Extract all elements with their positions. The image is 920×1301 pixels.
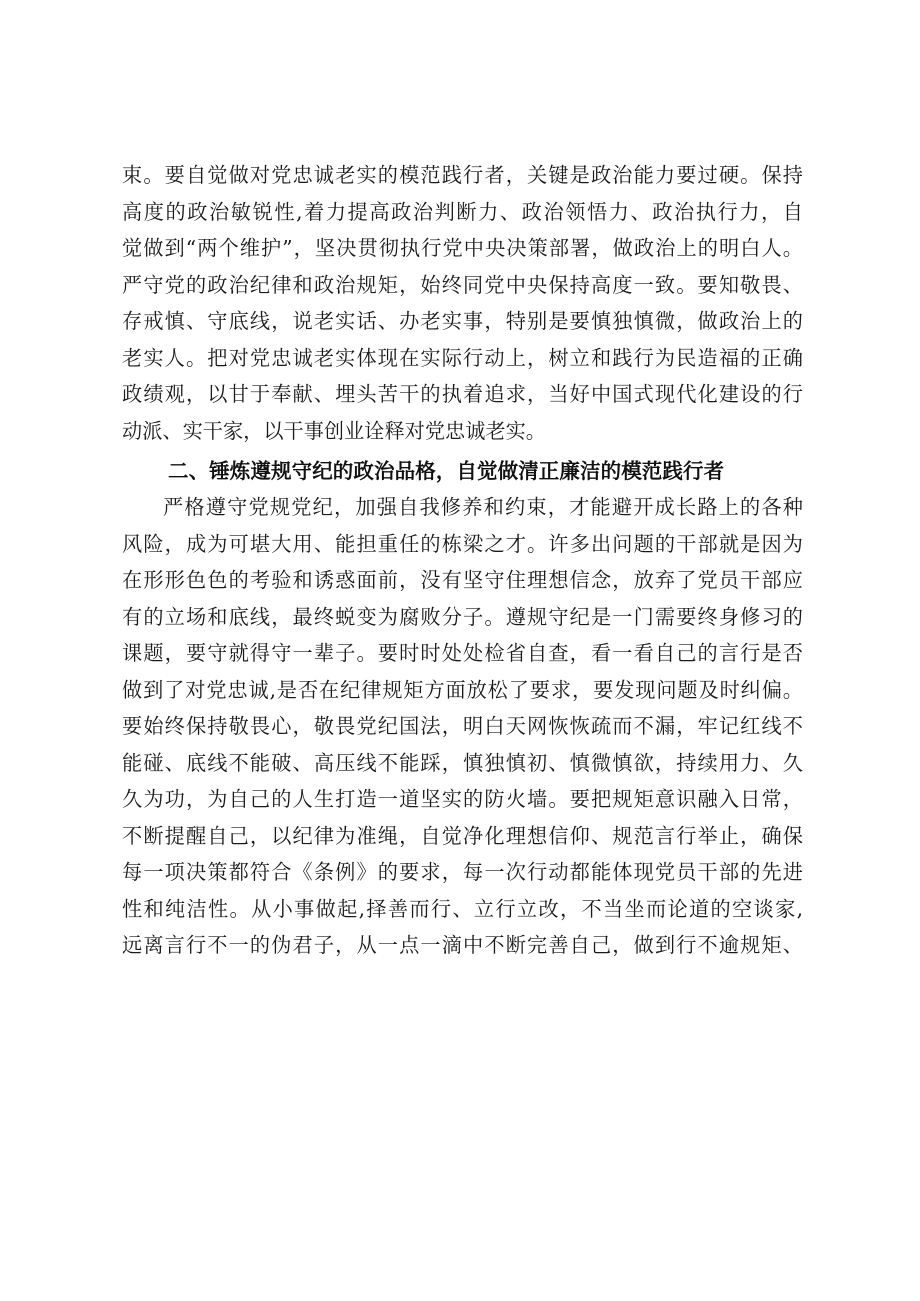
- text-line: 能碰、底线不能破、高压线不能踩，慎独慎初、慎微慎欲，持续用力、久: [122, 750, 803, 775]
- text-line: 远离言行不一的伪君子，从一点一滴中不断完善自己，做到行不逾规矩、: [122, 933, 803, 957]
- text-line: 有的立场和底线，最终蜕变为腐败分子。遵规守纪是一门需要终身修习的: [122, 604, 803, 629]
- paragraph-loyalty-conclusion: [122, 157, 803, 449]
- text-line: 每一项决策都符合《条例》的要求，每一次行动都能体现党员干部的先进: [122, 860, 803, 884]
- text-line: 在形形色色的考验和诱惑面前，没有坚守住理想信念，放弃了党员干部应: [122, 568, 803, 592]
- text-line: 觉做到“两个维护”，坚决贯彻执行党中央决策部署，做政治上的明白人。: [122, 236, 803, 260]
- text-line: 严守党的政治纪律和政治规矩，始终同党中央保持高度一致。要知敬畏、: [122, 272, 803, 297]
- text-line: 严格遵守党规党纪，加强自我修养和约束，才能避开成长路上的各种: [163, 495, 803, 519]
- text-line: 久为功，为自己的人生打造一道坚实的防火墙。要把规矩意识融入日常，: [122, 787, 803, 811]
- text-line: 存戒慎、守底线，说老实话、办老实事，特别是要慎独慎微，做政治上的: [122, 309, 803, 333]
- text-line: 束。要自觉做对党忠诚老实的模范践行者，关键是政治能力要过硬。保持: [122, 163, 803, 187]
- text-line: 老实人。把对党忠诚老实体现在实际行动上，树立和践行为民造福的正确: [122, 345, 803, 370]
- text-line: 高度的政治敏锐性,着力提高政治判断力、政治领悟力、政治执行力，自: [122, 199, 803, 224]
- section-heading: 二、锤炼遵规守纪的政治品格，自觉做清正廉洁的模范践行者: [168, 459, 725, 483]
- text-line: 性和纯洁性。从小事做起,择善而行、立行立改，不当坐而论道的空谈家,: [122, 896, 803, 921]
- text-line: 风险，成为可堪大用、能担重任的栋梁之才。许多出问题的干部就是因为: [122, 531, 803, 556]
- text-line: 课题，要守就得守一辈子。要时时处处检省自查，看一看自己的言行是否: [122, 641, 803, 665]
- document-body: [122, 157, 803, 964]
- text-line: 政绩观，以甘于奉献、埋头苦干的执着追求，当好中国式现代化建设的行: [122, 382, 803, 406]
- text-line: 要始终保持敬畏心，敬畏党纪国法，明白天网恢恢疏而不漏，牢记红线不: [122, 714, 803, 738]
- text-line: 动派、实干家，以干事创业诠释对党忠诚老实。: [122, 418, 546, 443]
- text-line: 做到了对党忠诚,是否在纪律规矩方面放松了要求，要发现问题及时纠偏。: [122, 677, 803, 702]
- text-line: 不断提醒自己，以纪律为准绳，自觉净化理想信仰、规范言行举止，确保: [122, 823, 803, 848]
- paragraph-discipline: [122, 489, 803, 964]
